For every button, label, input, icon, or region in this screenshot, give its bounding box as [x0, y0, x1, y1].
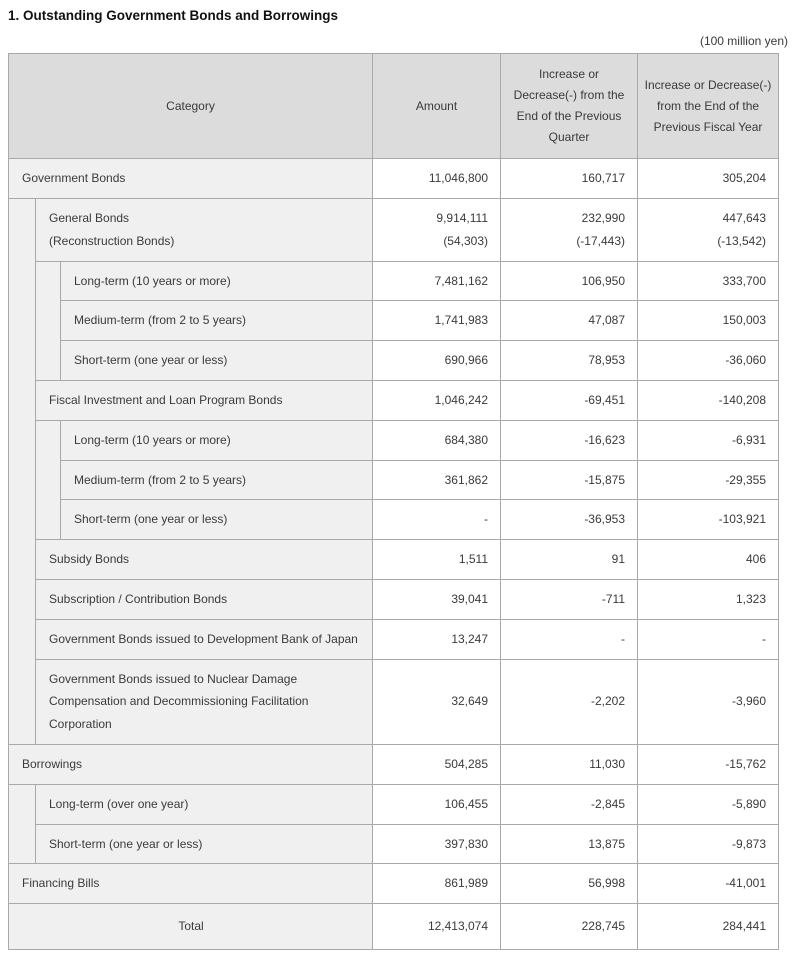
- fiscal-change-cell: -3,960: [638, 659, 779, 744]
- category-cell: Government Bonds: [9, 159, 373, 199]
- col-header-amount: Amount: [373, 54, 501, 159]
- category-cell: Long-term (over one year): [36, 784, 373, 824]
- table-row-general-bonds: [9, 198, 779, 261]
- amount-cell: [373, 198, 501, 261]
- fiscal-change-cell: [638, 198, 779, 261]
- category-cell: Financing Bills: [9, 864, 373, 904]
- category-cell: Short-term (one year or less): [61, 500, 373, 540]
- quarter-change-cell: -711: [501, 579, 638, 619]
- text-line: 9,914,111: [436, 210, 489, 225]
- category-cell: Long-term (10 years or more): [61, 261, 373, 301]
- quarter-change-cell: -36,953: [501, 500, 638, 540]
- quarter-change-cell: -: [501, 619, 638, 659]
- quarter-change-cell: [501, 198, 638, 261]
- quarter-change-cell: 56,998: [501, 864, 638, 904]
- text-line: (54,303): [443, 233, 489, 248]
- quarter-change-cell: 91: [501, 540, 638, 580]
- quarter-change-cell: 160,717: [501, 159, 638, 199]
- table-row-dbj-bonds: [9, 619, 779, 659]
- indent-strip-general-bonds: [36, 261, 61, 380]
- fiscal-change-cell: -41,001: [638, 864, 779, 904]
- table-row-nuclear-damage-bonds: [9, 659, 779, 744]
- fiscal-change-cell: -9,873: [638, 824, 779, 864]
- text-line: 447,643: [722, 210, 767, 225]
- amount-cell: 861,989: [373, 864, 501, 904]
- quarter-change-cell: -2,845: [501, 784, 638, 824]
- category-cell: Long-term (10 years or more): [61, 420, 373, 460]
- table-row-general-long-term: [9, 261, 779, 301]
- amount-cell: 13,247: [373, 619, 501, 659]
- quarter-change-cell: -16,623: [501, 420, 638, 460]
- amount-cell: 684,380: [373, 420, 501, 460]
- category-cell: Short-term (one year or less): [36, 824, 373, 864]
- table-row-general-medium-term: [9, 301, 779, 341]
- fiscal-change-cell: -36,060: [638, 341, 779, 381]
- text-line: Corporation: [49, 717, 112, 732]
- category-cell: Subsidy Bonds: [36, 540, 373, 580]
- table-row-government-bonds: [9, 159, 779, 199]
- fiscal-change-cell: 305,204: [638, 159, 779, 199]
- quarter-change-cell: 11,030: [501, 744, 638, 784]
- quarter-change-cell: 47,087: [501, 301, 638, 341]
- quarter-change-cell: 106,950: [501, 261, 638, 301]
- amount-cell: 1,046,242: [373, 380, 501, 420]
- header-row: [9, 54, 779, 159]
- amount-cell: -: [373, 500, 501, 540]
- table-row-filp-bonds: [9, 380, 779, 420]
- category-cell: Total: [9, 904, 373, 950]
- amount-cell: 106,455: [373, 784, 501, 824]
- quarter-change-cell: -69,451: [501, 380, 638, 420]
- fiscal-change-cell: 1,323: [638, 579, 779, 619]
- table-row-filp-long-term: [9, 420, 779, 460]
- table-row-filp-medium-term: [9, 460, 779, 500]
- fiscal-change-cell: -: [638, 619, 779, 659]
- amount-cell: 1,511: [373, 540, 501, 580]
- quarter-change-cell: -2,202: [501, 659, 638, 744]
- col-header-quarter-change: Increase or Decrease(-) from the End of the Previous Quarter: [501, 54, 638, 159]
- page-title: 1. Outstanding Government Bonds and Borrowings: [8, 8, 339, 23]
- indent-strip-borrowings: [9, 784, 36, 864]
- bonds-table: [8, 53, 779, 950]
- text-line: Compensation and Decommissioning Facilitation: [49, 694, 309, 709]
- amount-cell: 361,862: [373, 460, 501, 500]
- category-cell: Subscription / Contribution Bonds: [36, 579, 373, 619]
- fiscal-change-cell: -6,931: [638, 420, 779, 460]
- quarter-change-cell: 228,745: [501, 904, 638, 950]
- category-cell: Short-term (one year or less): [61, 341, 373, 381]
- amount-cell: 504,285: [373, 744, 501, 784]
- fiscal-change-cell: -140,208: [638, 380, 779, 420]
- table-row-subsidy-bonds: [9, 540, 779, 580]
- category-cell: Borrowings: [9, 744, 373, 784]
- quarter-change-cell: 13,875: [501, 824, 638, 864]
- table-row-general-short-term: [9, 341, 779, 381]
- category-cell: Government Bonds issued to Development Bank of Japan: [36, 619, 373, 659]
- fiscal-change-cell: 284,441: [638, 904, 779, 950]
- indent-strip-filp-bonds: [36, 420, 61, 539]
- table-row-subscription-bonds: [9, 579, 779, 619]
- amount-cell: 12,413,074: [373, 904, 501, 950]
- text-line: (-13,542): [717, 233, 767, 248]
- text-line: (-17,443): [576, 233, 626, 248]
- category-cell: Medium-term (from 2 to 5 years): [61, 460, 373, 500]
- text-line: (Reconstruction Bonds): [49, 233, 175, 248]
- amount-cell: 690,966: [373, 341, 501, 381]
- text-line: General Bonds: [49, 210, 130, 225]
- amount-cell: 1,741,983: [373, 301, 501, 341]
- fiscal-change-cell: -5,890: [638, 784, 779, 824]
- fiscal-change-cell: -15,762: [638, 744, 779, 784]
- amount-cell: 7,481,162: [373, 261, 501, 301]
- amount-cell: 32,649: [373, 659, 501, 744]
- amount-cell: 397,830: [373, 824, 501, 864]
- fiscal-change-cell: 150,003: [638, 301, 779, 341]
- category-cell: Medium-term (from 2 to 5 years): [61, 301, 373, 341]
- table-row-total: [9, 904, 779, 950]
- table-row-borrowings-short-term: [9, 824, 779, 864]
- col-header-fiscal-change: Increase or Decrease(-) from the End of the Previous Fiscal Year: [638, 54, 779, 159]
- col-header-category: Category: [9, 54, 373, 159]
- amount-cell: 11,046,800: [373, 159, 501, 199]
- text-line: 232,990: [581, 210, 626, 225]
- fiscal-change-cell: -103,921: [638, 500, 779, 540]
- table-row-financing-bills: [9, 864, 779, 904]
- fiscal-change-cell: 406: [638, 540, 779, 580]
- category-cell: [36, 659, 373, 744]
- amount-cell: 39,041: [373, 579, 501, 619]
- indent-strip-government-bonds: [9, 198, 36, 744]
- category-cell: Fiscal Investment and Loan Program Bonds: [36, 380, 373, 420]
- quarter-change-cell: -15,875: [501, 460, 638, 500]
- unit-note: (100 million yen): [699, 34, 788, 49]
- category-cell: [36, 198, 373, 261]
- quarter-change-cell: 78,953: [501, 341, 638, 381]
- text-line: Government Bonds issued to Nuclear Damage: [49, 671, 298, 686]
- table-row-borrowings-long-term: [9, 784, 779, 824]
- fiscal-change-cell: 333,700: [638, 261, 779, 301]
- table-row-borrowings: [9, 744, 779, 784]
- table-row-filp-short-term: [9, 500, 779, 540]
- fiscal-change-cell: -29,355: [638, 460, 779, 500]
